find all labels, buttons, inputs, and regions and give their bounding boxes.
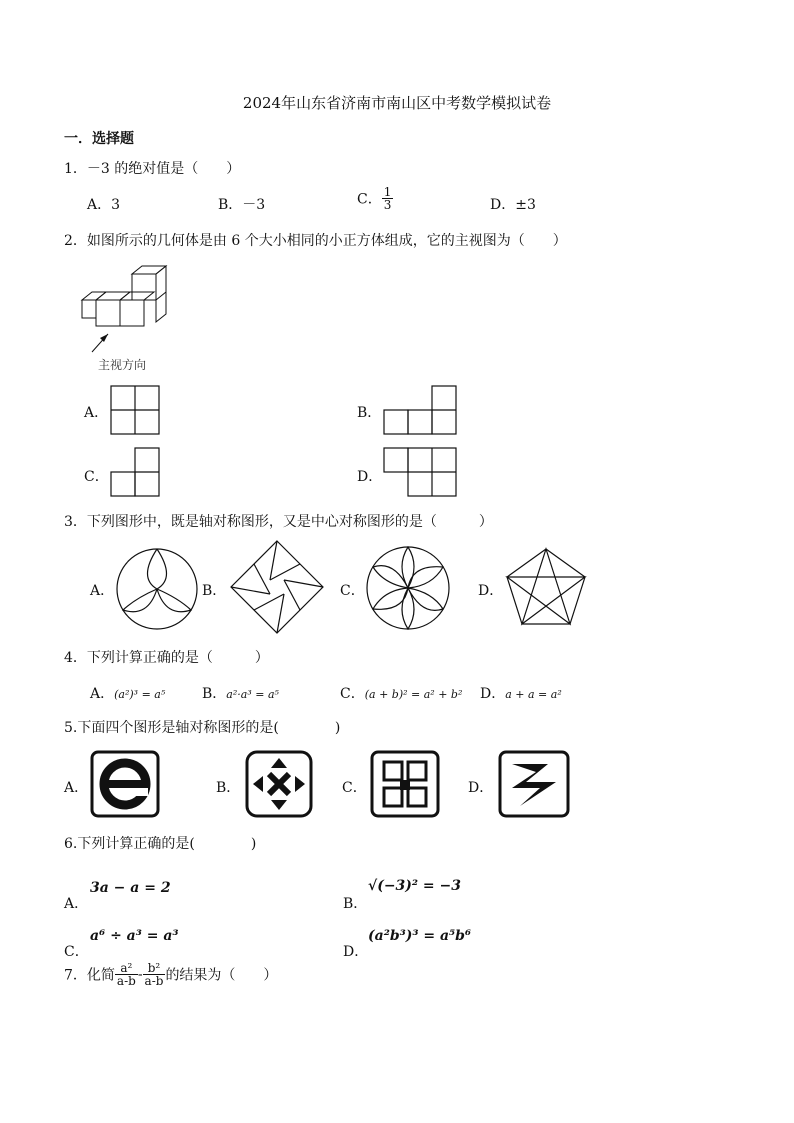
q1-option-b: B．－3	[218, 197, 266, 213]
q7-stem-prefix: 7．化简	[64, 967, 115, 984]
q1-option-c	[357, 186, 393, 211]
q1-option-c-fraction	[382, 186, 394, 211]
q4-option-b-label: B．	[202, 686, 227, 702]
q3-option-a-figure	[116, 548, 198, 630]
q7-fraction-1	[115, 962, 138, 987]
q3-option-a-label: A．	[90, 583, 115, 599]
q7-f2-numerator: b²	[143, 962, 166, 975]
q7-stem-suffix: 的结果为（ ）	[165, 967, 278, 984]
q5-option-d-label: D．	[468, 780, 494, 796]
q2-option-b-label: B．	[357, 405, 382, 421]
q4-option-d	[480, 683, 562, 703]
q7-fraction-2	[143, 962, 166, 987]
view-direction-label: 主视方向	[98, 358, 147, 372]
question-5-stem: 5.下面四个图形是轴对称图形的是( )	[64, 720, 341, 736]
q1-c-numerator: 1	[383, 185, 392, 199]
q6-option-c-expr: a⁶ ÷ a³ = a³	[90, 928, 179, 944]
q7-f1-denominator: a-b	[116, 974, 136, 988]
q6-option-a-label: A．	[64, 896, 89, 912]
q4-option-a-label: A．	[90, 686, 115, 702]
q6-option-d-label: D．	[343, 944, 369, 960]
q6-option-a-expr: 3a − a = 2	[90, 880, 171, 896]
q3-option-d-label: D．	[478, 583, 504, 599]
q5-option-b-figure	[245, 750, 313, 818]
q2-option-d-label: D．	[357, 469, 383, 485]
q5-option-b-label: B．	[216, 780, 241, 796]
q5-option-c-figure	[370, 750, 440, 818]
q2-option-c-figure	[110, 447, 160, 497]
q4-option-b	[202, 683, 279, 703]
q6-option-c-label: C．	[64, 944, 89, 960]
q4-option-b-expr: a²·a³ = a⁵	[226, 688, 279, 701]
q3-option-b-figure	[230, 540, 324, 634]
q4-option-a	[90, 683, 165, 703]
question-7-stem	[64, 962, 277, 987]
q1-option-d: D．±3	[490, 197, 536, 213]
q6-option-b-label: B．	[343, 896, 368, 912]
q3-option-d-figure	[506, 548, 586, 626]
q3-option-b-label: B．	[202, 583, 227, 599]
q2-option-a-figure	[110, 385, 160, 435]
q3-option-c-label: C．	[340, 583, 365, 599]
question-2-stem: 2．如图所示的几何体是由 6 个大小相同的小正方体组成，它的主视图为（ ）	[64, 233, 567, 249]
q4-option-c-label: C．	[340, 686, 365, 702]
q7-f1-numerator: a²	[115, 962, 138, 975]
q7-f2-denominator: a-b	[144, 974, 164, 988]
q1-option-c-label: C．	[357, 191, 382, 208]
q5-option-c-label: C．	[342, 780, 367, 796]
q1-c-denominator: 3	[383, 198, 392, 212]
q2-option-a-label: A．	[84, 405, 109, 421]
q2-option-d-figure	[383, 447, 458, 497]
q2-option-b-figure	[383, 385, 458, 435]
question-1-stem: 1．－3 的绝对值是（ ）	[64, 161, 241, 177]
q5-option-d-figure	[498, 750, 570, 818]
q5-option-a-label: A．	[64, 780, 89, 796]
q5-option-a-figure	[90, 750, 160, 818]
q6-option-b-expr: √(−3)² = −3	[368, 878, 462, 894]
q2-option-c-label: C．	[84, 469, 109, 485]
question-4-stem: 4．下列计算正确的是（ ）	[64, 650, 269, 666]
q3-option-c-figure	[366, 546, 450, 630]
q7-minus: -	[137, 966, 143, 983]
q6-option-d-expr: (a²b³)³ = a⁵b⁶	[368, 928, 472, 944]
q4-option-c-expr: (a + b)² = a² + b²	[364, 688, 463, 701]
q4-option-c	[340, 683, 462, 703]
question-3-stem: 3．下列图形中，既是轴对称图形，又是中心对称图形的是（ ）	[64, 514, 493, 530]
section-heading: 一．选择题	[64, 131, 134, 147]
q1-option-a: A．3	[87, 197, 121, 213]
page-title: 2024年山东省济南市南山区中考数学模拟试卷	[242, 94, 552, 112]
q4-option-a-expr: (a²)³ = a⁵	[114, 688, 166, 701]
q4-option-d-expr: a + a = a²	[505, 688, 562, 701]
q2-solid-figure	[78, 258, 178, 338]
q4-option-d-label: D．	[480, 686, 506, 702]
question-6-stem: 6.下列计算正确的是( )	[64, 836, 257, 852]
